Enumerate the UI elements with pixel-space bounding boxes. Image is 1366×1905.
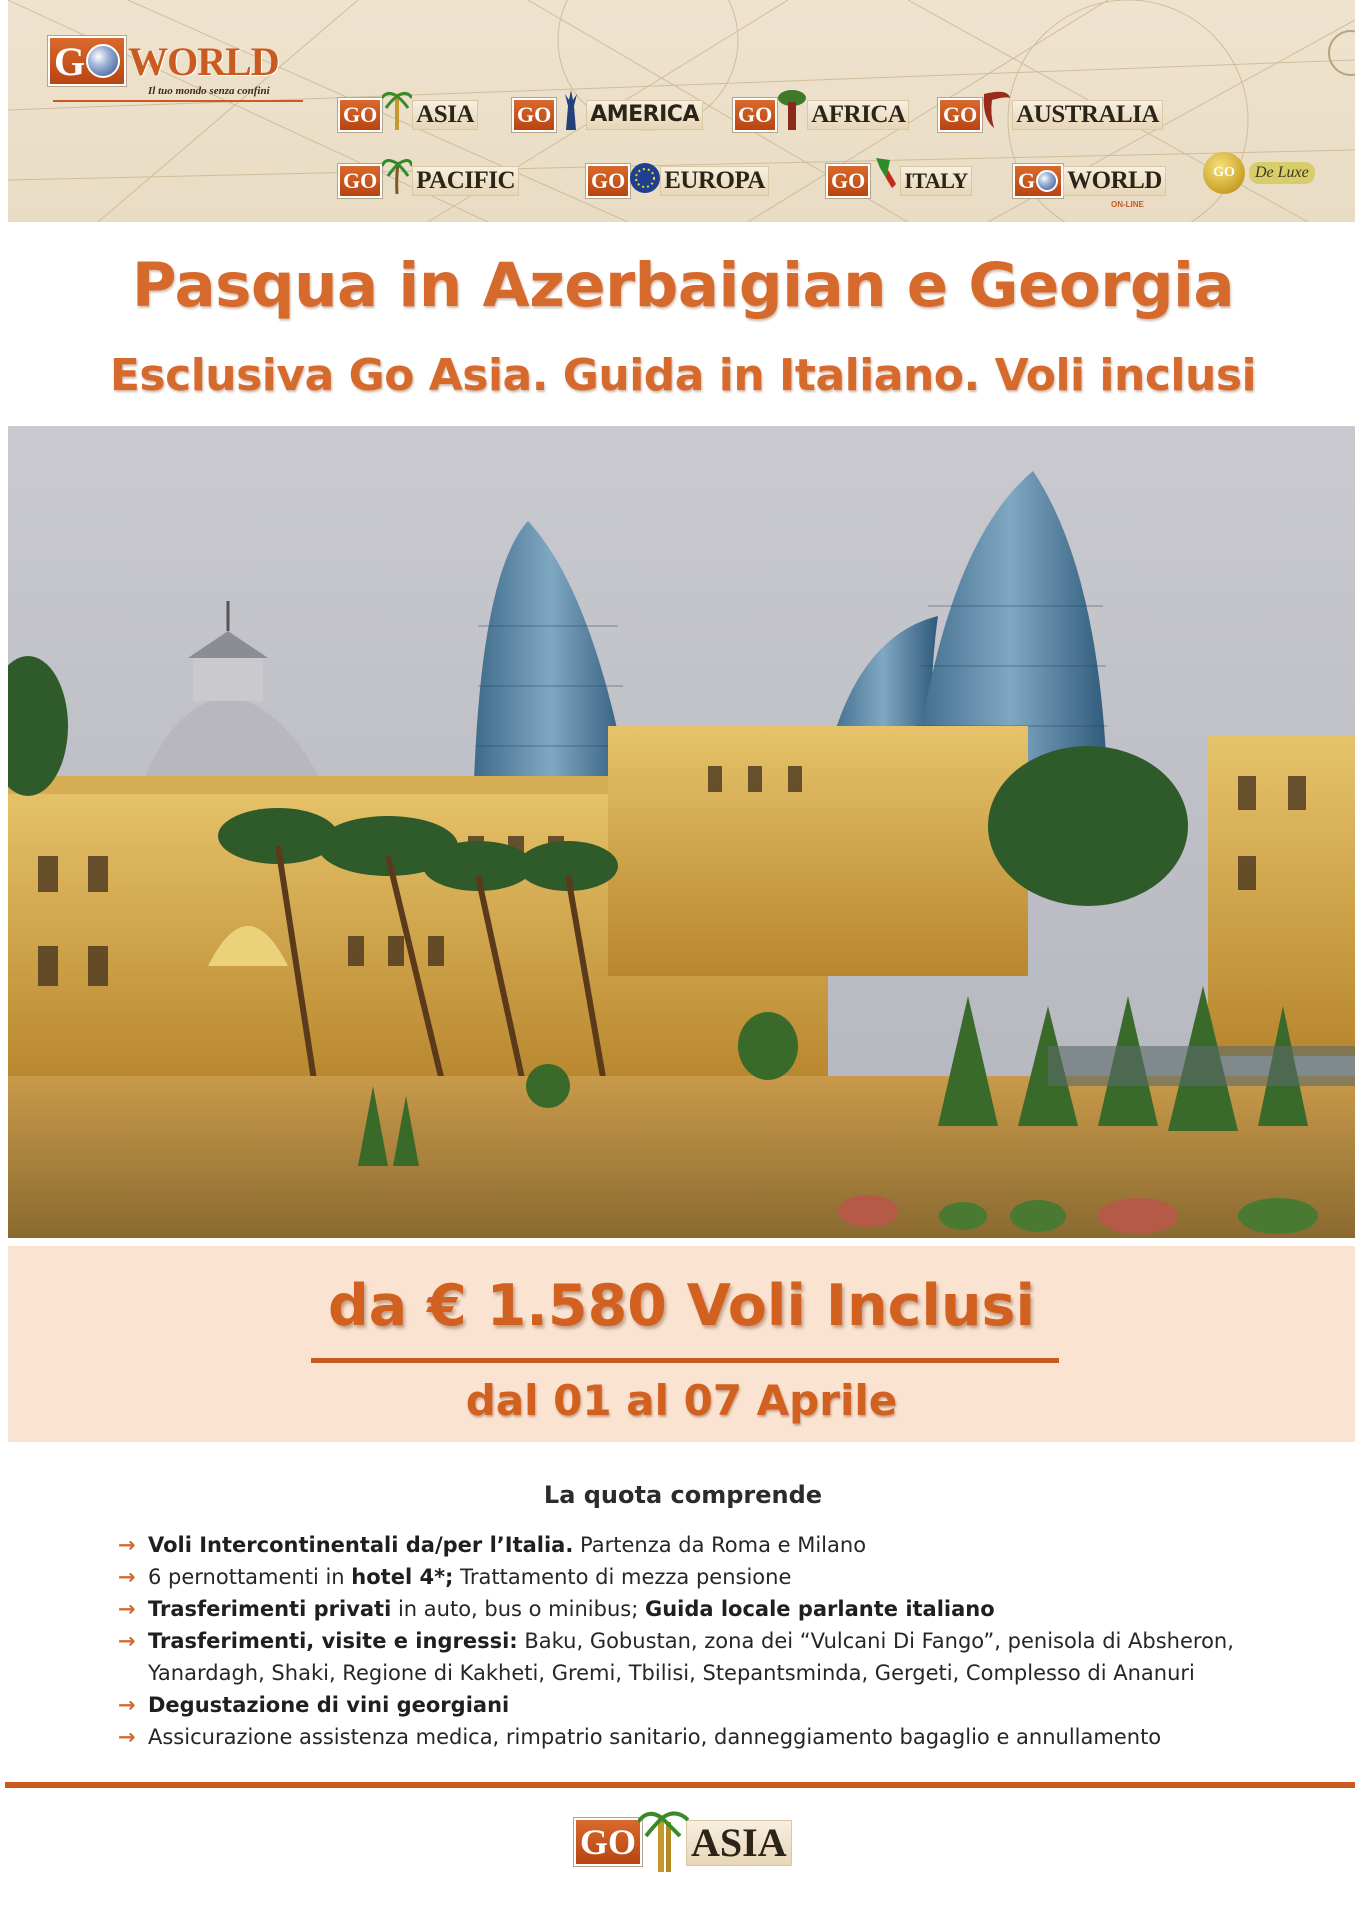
item-text: Baku, Gobustan, zona dei “Vulcani Di Fango”, penisola di Absheron, [517,1629,1234,1653]
sub-logo-go: GO [338,98,382,132]
palm-tree-icon [380,154,414,196]
includes-list [118,1529,1318,1753]
item-text: Assicurazione assistenza medica, rimpatrio sanitario, danneggiamento bagaglio e annullamento [148,1725,1162,1749]
sub-logo-word: AFRICA [807,100,909,130]
sub-logo-go-letter: G [1018,168,1036,193]
logo-brand-word: WORLD [128,38,279,84]
list-item [118,1529,1318,1561]
sub-logo-go [1013,164,1063,198]
sub-logo-go: GO [938,98,982,132]
arrow-right-icon: → [118,1725,136,1749]
item-text-continued: Yanardagh, Shaki, Regione di Kakheti, Gremi, Tbilisi, Stepantsminda, Gergeti, Complesso di Ananuri [148,1661,1195,1685]
footer-logo-word: ASIA [686,1820,792,1866]
bamboo-palm-icon [380,88,414,130]
deluxe-badge-text: GO [1213,165,1235,180]
arrow-right-icon: → [118,1693,136,1717]
footer-goasia-logo[interactable] [574,1806,792,1866]
header-banner [8,0,1355,222]
item-bold: Trasferimenti, visite e ingressi: [148,1629,518,1653]
sub-logo-go: GO [512,98,556,132]
price-divider [311,1358,1059,1363]
goamerica-logo[interactable] [512,100,703,130]
sub-logo-word: AUSTRALIA [1012,100,1163,130]
item-text: Trattamento di mezza pensione [453,1565,792,1589]
bamboo-palm-icon [638,1806,690,1872]
arrow-right-icon: → [118,1533,136,1557]
sub-logo-word: EUROPA [660,166,769,196]
item-bold: Degustazione di vini georgiani [148,1693,510,1717]
baku-flame-towers-photo [8,426,1355,1238]
list-item [118,1689,1318,1721]
goworld-online-logo[interactable] [1013,166,1166,196]
italy-map-icon [868,154,902,196]
arrow-right-icon: → [118,1597,136,1621]
globe-icon [86,44,120,78]
sub-logo-word: WORLD [1063,166,1166,196]
goeuropa-logo[interactable] [586,166,769,196]
list-item [118,1561,1318,1593]
sub-logo-go: GO [826,164,870,198]
sub-logo-go: GO [733,98,777,132]
sub-logo-go: GO [586,164,630,198]
godeluxe-logo[interactable] [1203,152,1315,194]
includes-heading: La quota comprende [543,1481,823,1509]
item-text: in auto, bus o minibus; [391,1597,645,1621]
item-bold: Voli Intercontinentali da/per l’Italia. [148,1533,574,1557]
sub-logo-word: ASIA [412,100,478,130]
footer-divider [5,1782,1355,1788]
boomerang-icon [980,88,1014,130]
item-bold: hotel 4*; [351,1565,454,1589]
arrow-right-icon: → [118,1629,136,1653]
item-text: Partenza da Roma e Milano [573,1533,867,1557]
list-item [118,1721,1318,1753]
page-subtitle: Esclusiva Go Asia. Guida in Italiano. Voli inclusi [109,350,1257,401]
statue-of-liberty-icon [554,88,588,130]
eu-stars-icon [628,154,662,196]
goasia-logo[interactable] [338,100,478,130]
sub-logo-word: PACIFIC [412,166,519,196]
list-item [118,1593,1318,1625]
online-tag: ON-LINE [1111,200,1144,209]
baobab-tree-icon [775,88,809,130]
item-bold: Guida locale parlante italiano [644,1597,995,1621]
goafrica-logo[interactable] [733,100,909,130]
tagline-divider [53,100,303,102]
price-headline: da € 1.580 Voli Inclusi [328,1273,1035,1339]
sub-logo-go: GO [338,164,382,198]
deluxe-word: De Luxe [1249,162,1315,184]
logo-go-block [48,36,126,86]
crown-badge-icon [1203,152,1245,194]
footer-logo-go: GO [574,1818,642,1866]
gopacific-logo[interactable] [338,166,519,196]
price-band [8,1246,1355,1442]
globe-icon [1036,170,1058,192]
arrow-right-icon: → [118,1565,136,1589]
photo-illustration [8,426,1355,1238]
logo-go-letter: G [54,38,86,84]
goaustralia-logo[interactable] [938,100,1163,130]
logo-tagline: Il tuo mondo senza confini [148,85,270,97]
travel-dates: dal 01 al 07 Aprile [465,1376,898,1425]
goworld-logo[interactable] [48,38,279,84]
sub-logo-word: AMERICA [586,100,703,130]
goitaly-logo[interactable] [826,166,972,196]
list-item [118,1625,1318,1689]
page-title: Pasqua in Azerbaigian e Georgia [131,250,1235,321]
sub-logo-word: ITALY [900,166,972,196]
item-bold: Trasferimenti privati [148,1597,392,1621]
item-text: 6 pernottamenti in [148,1565,352,1589]
